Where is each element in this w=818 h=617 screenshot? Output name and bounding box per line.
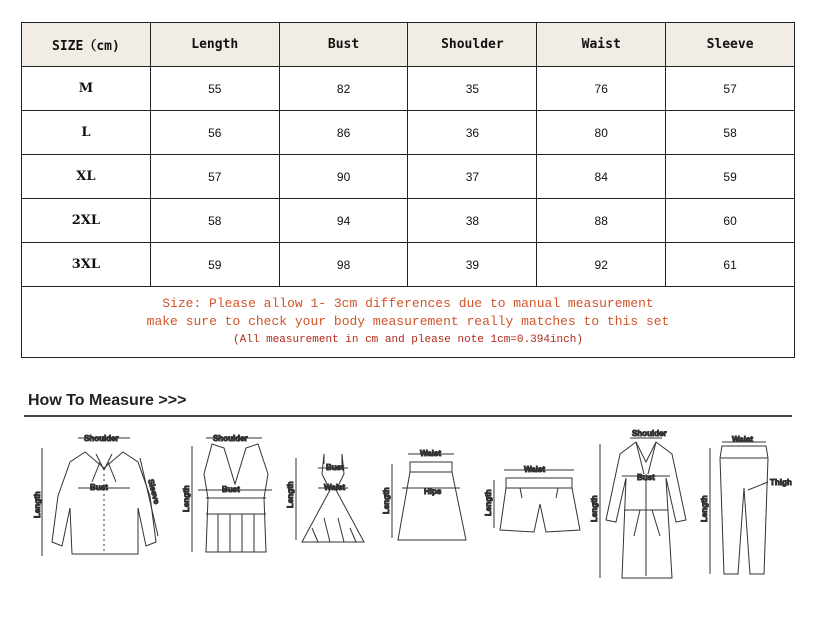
length-cell: 56 xyxy=(150,111,279,155)
size-cell: XL xyxy=(22,155,151,199)
header-length: Length xyxy=(150,23,279,67)
bust-cell: 98 xyxy=(279,243,408,287)
bust-cell: 86 xyxy=(279,111,408,155)
size-cell: 3XL xyxy=(22,243,151,287)
waist-cell: 84 xyxy=(537,155,666,199)
size-cell: 2XL xyxy=(22,199,151,243)
bust-label: Bust xyxy=(326,463,344,472)
sleeve-cell: 60 xyxy=(666,199,795,243)
length-label: Length xyxy=(33,491,42,518)
dress-figure xyxy=(286,454,364,542)
blouse-figure xyxy=(33,434,161,556)
table-header-row xyxy=(22,23,795,67)
bust-cell: 94 xyxy=(279,199,408,243)
shoulder-label: Shoulder xyxy=(632,429,667,438)
bust-label: Bust xyxy=(90,483,108,492)
note-line-3: (All measurement in cm and please note 1cm=0.394inch) xyxy=(233,334,583,346)
bust-label: Bust xyxy=(222,485,240,494)
header-shoulder: Shoulder xyxy=(408,23,537,67)
sleeve-label: Sleeve xyxy=(146,478,162,506)
shorts-figure xyxy=(484,465,580,532)
hips-label: Hips xyxy=(424,487,442,496)
waist-label: Waist xyxy=(324,483,346,492)
length-label: Length xyxy=(286,481,295,508)
sleeve-cell: 57 xyxy=(666,67,795,111)
note-cell xyxy=(22,287,795,358)
length-cell: 57 xyxy=(150,155,279,199)
length-label: Length xyxy=(700,495,709,522)
note-line-1: Size: Please allow 1- 3cm differences due to manual measurement xyxy=(162,296,654,311)
bust-cell: 90 xyxy=(279,155,408,199)
waist-label: Waist xyxy=(524,465,546,474)
table-row xyxy=(22,111,795,155)
waist-label: Waist xyxy=(732,435,754,444)
skirt-figure xyxy=(382,449,466,540)
length-cell: 59 xyxy=(150,243,279,287)
shoulder-cell: 35 xyxy=(408,67,537,111)
shoulder-label: Shoulder xyxy=(213,434,248,443)
coat-figure xyxy=(590,429,686,578)
waist-cell: 88 xyxy=(537,199,666,243)
header-sleeve: Sleeve xyxy=(666,23,795,67)
measurement-diagrams xyxy=(0,418,818,608)
shoulder-cell: 37 xyxy=(408,155,537,199)
thigh-label: Thigh xyxy=(770,478,792,487)
length-label: Length xyxy=(590,495,599,522)
table-row xyxy=(22,155,795,199)
size-cell: M xyxy=(22,67,151,111)
header-waist: Waist xyxy=(537,23,666,67)
table-row xyxy=(22,67,795,111)
size-chart-table xyxy=(21,22,795,358)
table-row xyxy=(22,243,795,287)
shoulder-cell: 38 xyxy=(408,199,537,243)
sleeve-cell: 61 xyxy=(666,243,795,287)
shoulder-cell: 36 xyxy=(408,111,537,155)
bust-label: Bust xyxy=(637,473,655,482)
table-row xyxy=(22,199,795,243)
note-row xyxy=(22,287,795,358)
header-size: SIZE（cm) xyxy=(22,23,151,67)
length-label: Length xyxy=(182,485,191,512)
header-bust: Bust xyxy=(279,23,408,67)
waist-cell: 80 xyxy=(537,111,666,155)
shoulder-label: Shoulder xyxy=(84,434,119,443)
bust-cell: 82 xyxy=(279,67,408,111)
sleeve-cell: 59 xyxy=(666,155,795,199)
note-line-2: make sure to check your body measurement really matches to this set xyxy=(146,314,670,329)
trousers-figure xyxy=(700,435,792,574)
length-label: Length xyxy=(382,487,391,514)
size-cell: L xyxy=(22,111,151,155)
tank-top-figure xyxy=(182,434,272,552)
waist-cell: 92 xyxy=(537,243,666,287)
sleeve-cell: 58 xyxy=(666,111,795,155)
length-label: Length xyxy=(484,489,493,516)
shoulder-cell: 39 xyxy=(408,243,537,287)
waist-cell: 76 xyxy=(537,67,666,111)
length-cell: 55 xyxy=(150,67,279,111)
waist-label: Waist xyxy=(420,449,442,458)
length-cell: 58 xyxy=(150,199,279,243)
divider xyxy=(24,415,792,417)
how-to-measure-title: How To Measure >>> xyxy=(28,392,187,409)
